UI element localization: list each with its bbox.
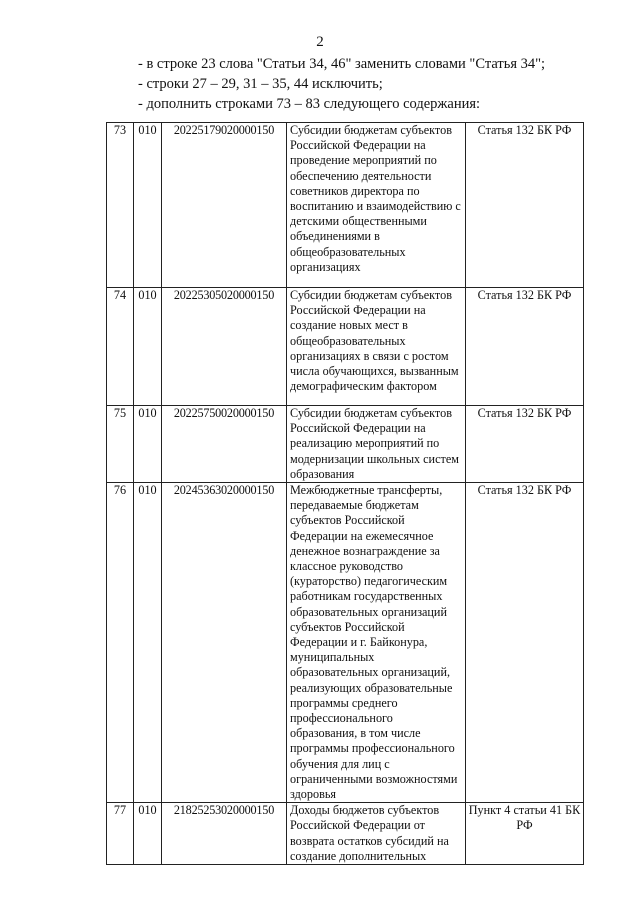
instruction-line: - в строке 23 слова "Статьи 34, 46" заменить словами "Статья 34";	[138, 56, 546, 72]
revenue-code-cell: 20225179020000150	[162, 123, 287, 288]
table-row	[107, 288, 584, 406]
table-row	[107, 803, 584, 865]
row-number-cell: 76	[107, 483, 134, 803]
amendment-instructions	[138, 54, 545, 114]
row-number-cell: 75	[107, 406, 134, 483]
revenue-codes-table	[106, 122, 584, 865]
administrator-code-cell: 010	[134, 803, 162, 865]
revenue-code-cell: 20225305020000150	[162, 288, 287, 406]
page-number: 2	[316, 34, 324, 50]
administrator-code-cell: 010	[134, 483, 162, 803]
row-number-cell: 73	[107, 123, 134, 288]
table-row	[107, 123, 584, 288]
legal-basis-cell: Статья 132 БК РФ	[466, 288, 584, 406]
administrator-code-cell: 010	[134, 406, 162, 483]
row-number-cell: 74	[107, 288, 134, 406]
revenue-name-cell: Субсидии бюджетам субъектов Российской Федерации на создание новых мест в общеобразовательных организациях в связи с ростом числа обучающихся, вызванным демографическим фактором	[287, 288, 466, 406]
legal-basis-cell: Статья 132 БК РФ	[466, 483, 584, 803]
revenue-name-cell: Межбюджетные трансферты, передаваемые бюджетам субъектов Российской Федерации на ежемесячное денежное вознаграждение за классное руководство (кураторство) педагогическим работникам государственных образовательных организаций субъектов Российской Федерации и г. Байконура, муниципальных образовательных организаций, реализующих образовательные программы среднего профессионального образования, в том числе программы профессионального обучения для лиц с ограниченными возможностями здоровья	[287, 483, 466, 803]
legal-basis-cell: Пункт 4 статьи 41 БК РФ	[466, 803, 584, 865]
instruction-line: - дополнить строками 73 – 83 следующего содержания:	[138, 96, 481, 112]
administrator-code-cell: 010	[134, 123, 162, 288]
table-row	[107, 406, 584, 483]
revenue-name-cell: Доходы бюджетов субъектов Российской Федерации от возврата остатков субсидий на создание дополнительных	[287, 803, 466, 865]
revenue-code-cell: 20225750020000150	[162, 406, 287, 483]
legal-basis-cell: Статья 132 БК РФ	[466, 123, 584, 288]
revenue-name-cell: Субсидии бюджетам субъектов Российской Федерации на проведение мероприятий по обеспечению деятельности советников директора по воспитанию и взаимодействию с детскими общественными объединениями в общеобразовательных организациях	[287, 123, 466, 288]
legal-basis-cell: Статья 132 БК РФ	[466, 406, 584, 483]
row-number-cell: 77	[107, 803, 134, 865]
instruction-line: - строки 27 – 29, 31 – 35, 44 исключить;	[138, 76, 383, 92]
revenue-code-cell: 20245363020000150	[162, 483, 287, 803]
revenue-name-cell: Субсидии бюджетам субъектов Российской Федерации на реализацию мероприятий по модернизации школьных систем образования	[287, 406, 466, 483]
table-row	[107, 483, 584, 803]
revenue-code-cell: 21825253020000150	[162, 803, 287, 865]
administrator-code-cell: 010	[134, 288, 162, 406]
